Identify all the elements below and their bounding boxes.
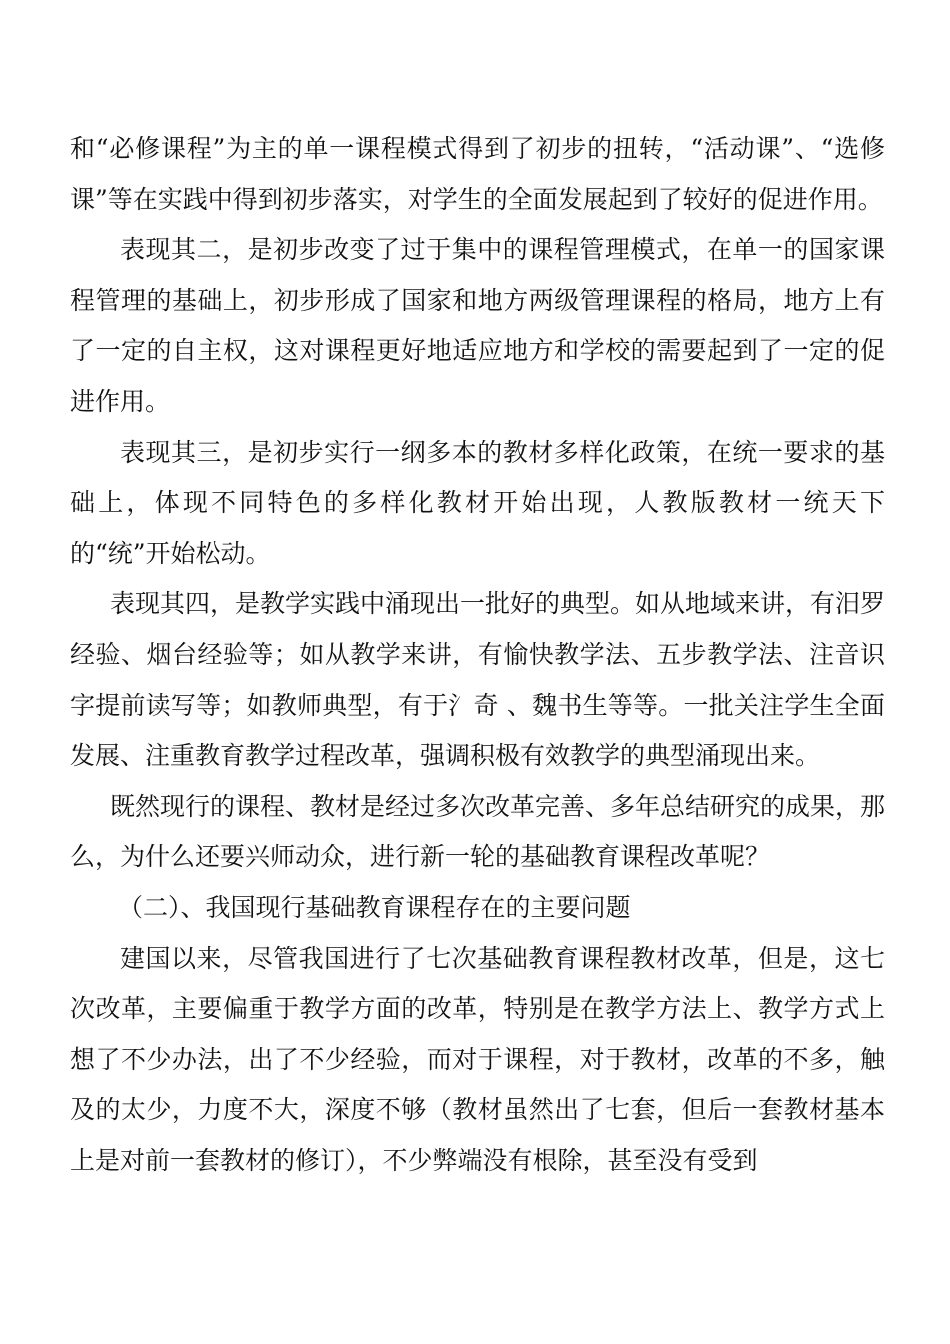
paragraph-point-two: 表现其二，是初步改变了过于集中的课程管理模式，在单一的国家课程管理的基础上，初步形成了国家和地方两级管理课程的格局，地方上有了一定的自主权，这对课程更好地适应地方和学校的需要起到了一定的促进作用。 xyxy=(70,235,885,416)
paragraph-point-three: 表现其三，是初步实行一纲多本的教材多样化政策，在统一要求的基础上，体现不同特色的多样化教材开始出现，人教版教材一统天下的“统”开始松动。 xyxy=(70,437,885,568)
section-heading: （二）、我国现行基础教育课程存在的主要问题 xyxy=(118,892,631,922)
paragraph-problems: 建国以来，尽管我国进行了七次基础教育课程教材改革，但是，这七次改革，主要偏重于教学方面的改革，特别是在教学方法上、教学方式上想了不少办法，出了不少经验，而对于课程，对于教材，改革的不多，触及的太少，力度不大，深度不够（教材虽然出了七套，但后一套教材基本上是对前一套教材的修订），不少弊端没有根除，甚至没有受到 xyxy=(70,943,885,1175)
paragraph-continued: 和“必修课程”为主的单一课程模式得到了初步的扭转，“活动课”、“选修课”等在实践中得到初步落实，对学生的全面发展起到了较好的促进作用。 xyxy=(70,134,885,214)
document-body xyxy=(70,124,885,1186)
paragraph-point-four: 表现其四，是教学实践中涌现出一批好的典型。如从地域来讲，有汨罗经验、烟台经验等；如从教学来讲，有愉快教学法、五步教学法、注音识字提前读写等；如教师典型，有于氵奇 、魏书生等等。一批关注学生全面发展、注重教育教学过程改革，强调积极有效教学的典型涌现出来。 xyxy=(70,589,886,771)
paragraph-question: 既然现行的课程、教材是经过多次改革完善、多年总结研究的成果，那么，为什么还要兴师动众，进行新一轮的基础教育课程改革呢？ xyxy=(70,791,886,872)
